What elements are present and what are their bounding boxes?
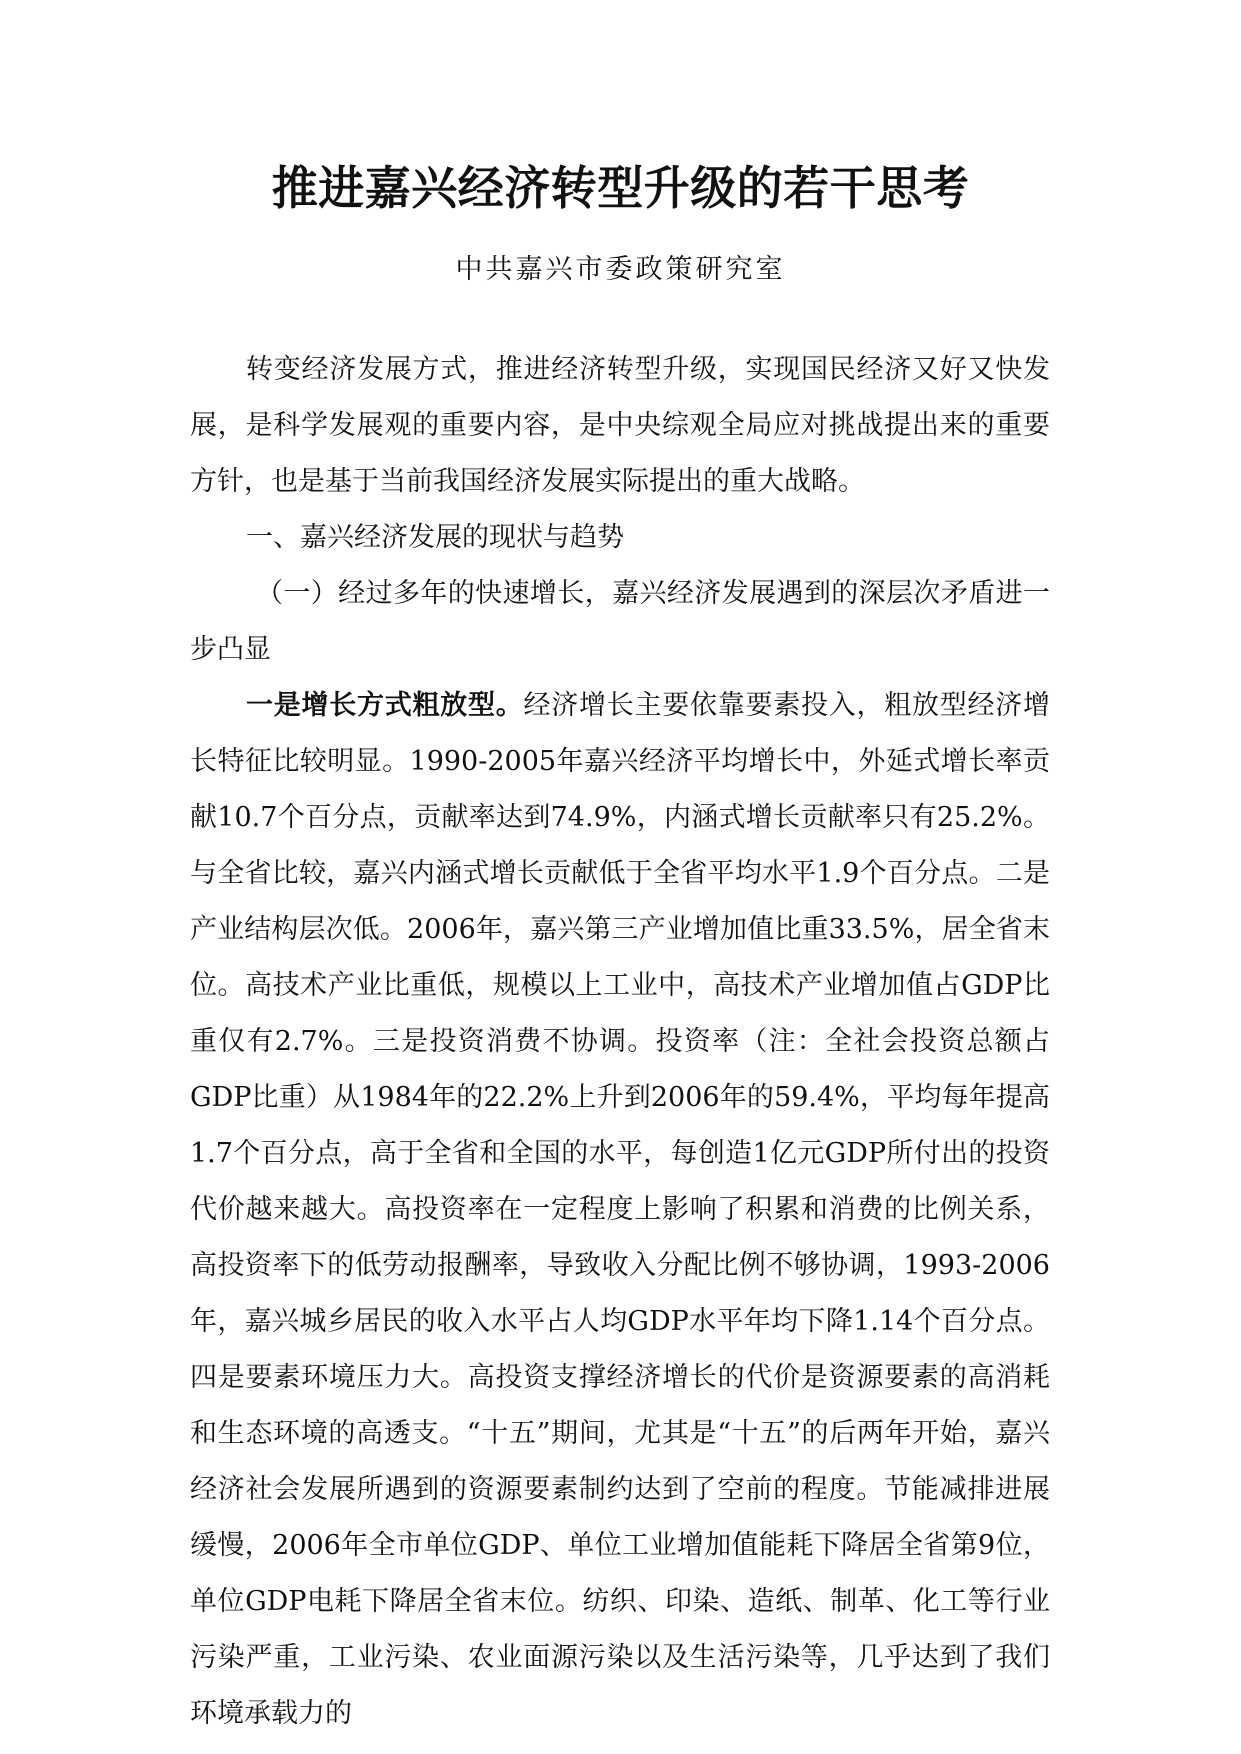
body-paragraph bbox=[190, 678, 1050, 1742]
subsection-heading: （一）经过多年的快速增长，嘉兴经济发展遇到的深层次矛盾进一步凸显 bbox=[190, 578, 1050, 665]
paragraph-text: 经济增长主要依靠要素投入，粗放型经济增长特征比较明显。1990-2005年嘉兴经济平均增长中，外延式增长率贡献10.7个百分点，贡献率达到74.9%，内涵式增长贡献率只有25.2%。与全省比较，嘉兴内涵式增长贡献低于全省平均水平1.9个百分点。二是产业结构层次低。2006年，嘉兴第三产业增加值比重33.5%，居全省末位。高技术产业比重低，规模以上工业中，高技术产业增加值占GDP比重仅有2.7%。三是投资消费不协调。投资率（注：全社会投资总额占GDP比重）从1984年的22.2%上升到2006年的59.4%，平均每年提高1.7个百分点，高于全省和全国的水平，每创造1亿元GDP所付出的投资代价越来越大。高投资率在一定程度上影响了积累和消费的比例关系，高投资率下的低劳动报酬率，导致收入分配比例不够协调，1993-2006年，嘉兴城乡居民的收入水平占人均GDP水平年均下降1.14个百分点。四是要素环境压力大。高投资支撑经济增长的代价是资源要素的高消耗和生态环境的高透支。“十五”期间，尤其是“十五”的后两年开始，嘉兴经济社会发展所遇到的资源要素制约达到了空前的程度。节能减排进展缓慢，2006年全市单位GDP、单位工业增加值能耗下降居全省第9位，单位GDP电耗下降居全省末位。纺织、印染、造纸、制革、化工等行业污染严重，工业污染、农业面源污染以及生活污染等，几乎达到了我们环境承载力的 bbox=[190, 690, 1050, 1729]
document-title: 推进嘉兴经济转型升级的若干思考 bbox=[271, 161, 970, 215]
document-body bbox=[190, 342, 1050, 1742]
paragraph-lead: 一是增长方式粗放型。 bbox=[246, 690, 524, 721]
intro-paragraph: 转变经济发展方式，推进经济转型升级，实现国民经济又好又快发展，是科学发展观的重要内容，是中央综观全局应对挑战提出来的重要方针，也是基于当前我国经济发展实际提出的重大战略。 bbox=[190, 354, 1050, 497]
section-heading: 一、嘉兴经济发展的现状与趋势 bbox=[246, 522, 624, 553]
document-author: 中共嘉兴市委政策研究室 bbox=[455, 254, 786, 285]
